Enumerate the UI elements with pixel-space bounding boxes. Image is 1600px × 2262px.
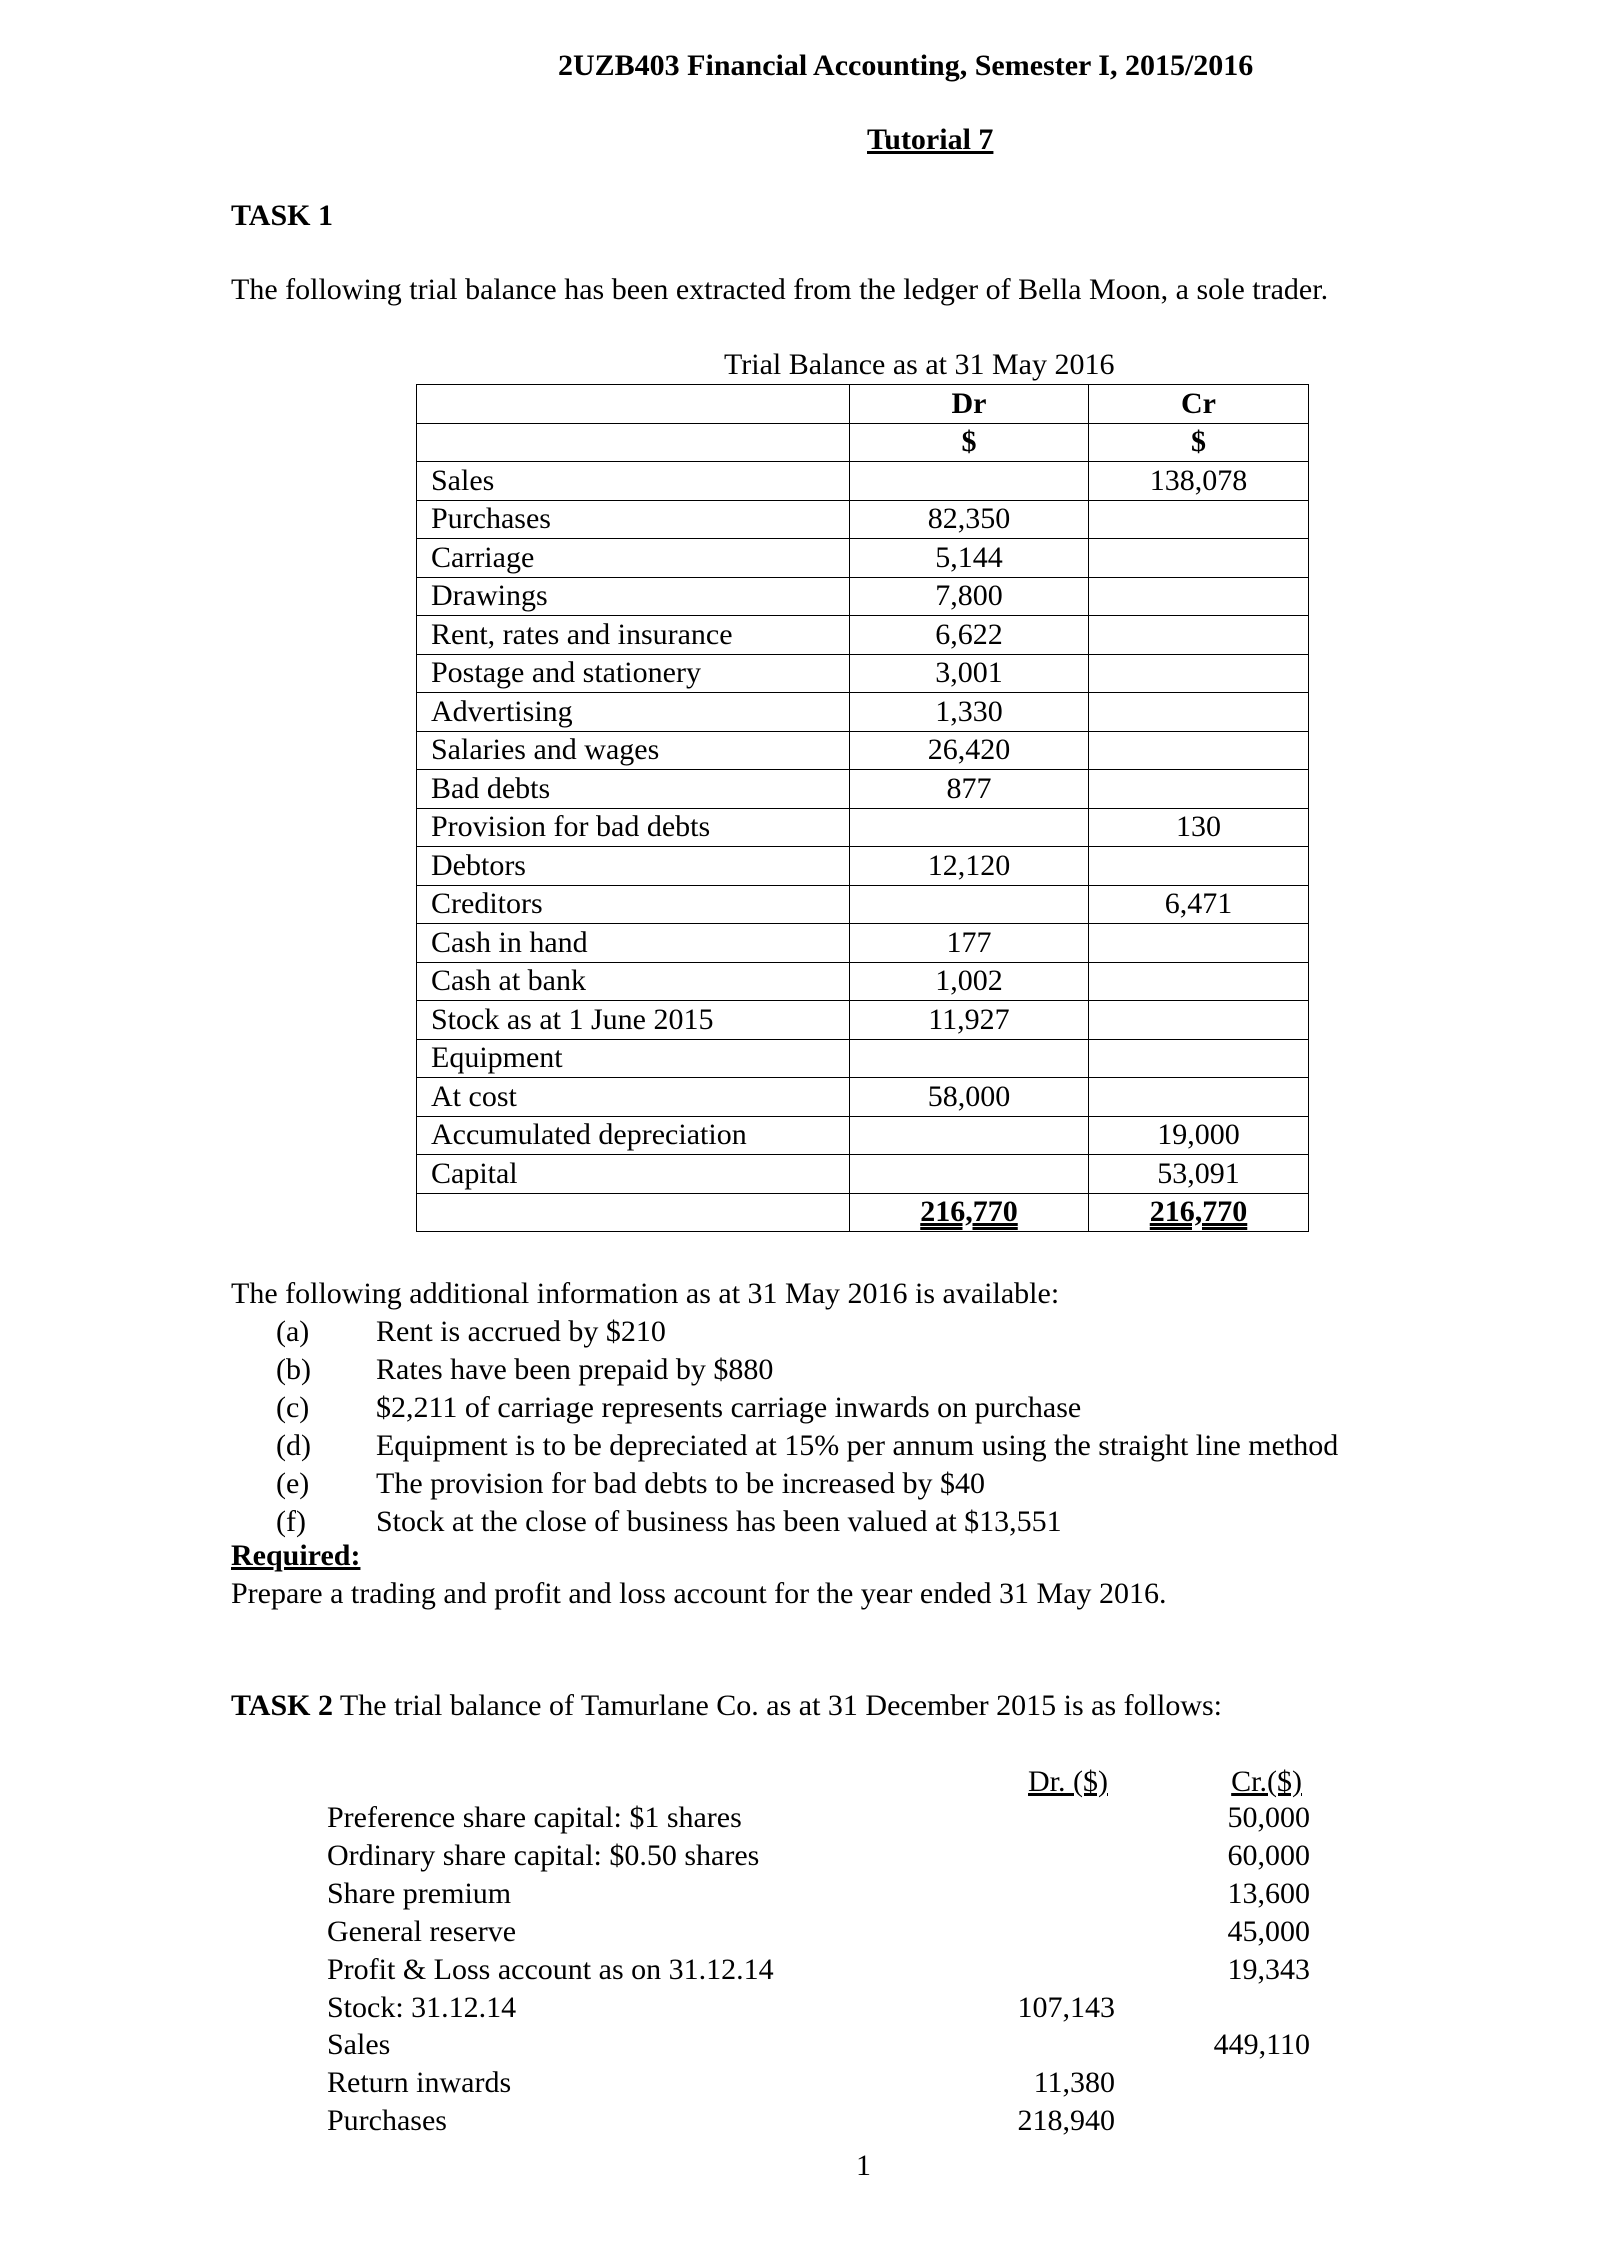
task2-row-dr: 107,143: [1017, 1990, 1115, 2024]
table-row: [417, 1155, 1309, 1194]
list-item-text: Rent is accrued by $210: [376, 1315, 666, 1348]
list-item-text: Rates have been prepaid by $880: [376, 1352, 774, 1386]
task2-row-label: Preference share capital: $1 shares: [327, 1801, 742, 1834]
page-number: 1: [856, 2149, 871, 2182]
row-dr-value: 11,927: [850, 1001, 1089, 1040]
table-row: [417, 539, 1309, 578]
list-item-letter: (f): [276, 1504, 306, 1538]
task1-intro: The following trial balance has been extracted from the ledger of Bella Moon, a sole trader.: [231, 273, 1329, 306]
row-cr-value: [1089, 577, 1309, 616]
row-label: Sales: [417, 462, 850, 501]
list-item-letter: (e): [276, 1466, 310, 1500]
table-row: [417, 577, 1309, 616]
row-dr-value: [850, 1039, 1089, 1078]
row-label: Accumulated depreciation: [417, 1116, 850, 1155]
row-label: Debtors: [417, 847, 850, 886]
row-cr-value: [1089, 693, 1309, 732]
trial-balance-table: [416, 384, 1309, 1232]
row-dr-value: [850, 808, 1089, 847]
course-title: 2UZB403 Financial Accounting, Semester I, 2015/2016: [558, 49, 1254, 82]
task2-row-label: Profit & Loss account as on 31.12.14: [327, 1952, 774, 1986]
row-cr-value: [1089, 500, 1309, 539]
task2-intro-line: [231, 1688, 1222, 1724]
task1-heading: TASK 1: [231, 199, 333, 232]
row-label: Capital: [417, 1155, 850, 1194]
row-dr-value: 877: [850, 770, 1089, 809]
row-dr-value: [850, 1155, 1089, 1194]
list-item-letter: (d): [276, 1428, 311, 1462]
row-label: Purchases: [417, 500, 850, 539]
row-cr-value: 19,000: [1089, 1116, 1309, 1155]
required-label: Required:: [231, 1539, 361, 1572]
required-text: Prepare a trading and profit and loss account for the year ended 31 May 2016.: [231, 1577, 1167, 1610]
dr-currency: $: [850, 423, 1089, 462]
row-dr-value: 26,420: [850, 731, 1089, 770]
dr-column-header: Dr: [850, 385, 1089, 424]
task2-row-label: Stock: 31.12.14: [327, 1990, 517, 2024]
list-item-letter: (b): [276, 1352, 311, 1386]
additional-info-intro: The following additional information as at 31 May 2016 is available:: [231, 1277, 1060, 1310]
header-blank-cell: [417, 385, 850, 424]
task2-row-label: Sales: [327, 2028, 391, 2062]
table-row: [417, 1078, 1309, 1117]
row-dr-value: 1,330: [850, 693, 1089, 732]
row-label: Creditors: [417, 885, 850, 924]
row-label: Postage and stationery: [417, 654, 850, 693]
currency-row: [417, 423, 1309, 462]
task2-heading: TASK 2: [231, 1689, 333, 1722]
task2-row-cr: 60,000: [1227, 1838, 1310, 1872]
row-dr-value: 5,144: [850, 539, 1089, 578]
row-dr-value: [850, 1116, 1089, 1155]
task2-row-label: Return inwards: [327, 2066, 512, 2100]
row-dr-value: [850, 462, 1089, 501]
row-dr-value: 177: [850, 924, 1089, 963]
totals-row: [417, 1193, 1309, 1232]
table-row: [417, 731, 1309, 770]
list-item-letter: (a): [276, 1315, 310, 1348]
list-item-text: Stock at the close of business has been valued at $13,551: [376, 1504, 1062, 1538]
row-cr-value: [1089, 731, 1309, 770]
list-item: [276, 1352, 773, 1388]
task2-row-label: Share premium: [327, 1876, 512, 1910]
row-label: Bad debts: [417, 770, 850, 809]
table-header-row: [417, 385, 1309, 424]
task2-row-cr: 13,600: [1227, 1876, 1310, 1910]
task2-row-cr: 449,110: [1213, 2028, 1310, 2062]
list-item-text: Equipment is to be depreciated at 15% per annum using the straight line method: [376, 1428, 1339, 1462]
totals-blank-cell: [417, 1193, 850, 1232]
table-row: [417, 462, 1309, 501]
row-cr-value: [1089, 1078, 1309, 1117]
trial-balance-title: Trial Balance as at 31 May 2016: [724, 348, 1115, 381]
row-cr-value: [1089, 616, 1309, 655]
task2-intro: The trial balance of Tamurlane Co. as at 31 December 2015 is as follows:: [332, 1689, 1222, 1722]
table-row: [417, 962, 1309, 1001]
task2-row-label: Ordinary share capital: $0.50 shares: [327, 1838, 760, 1872]
table-row: [417, 770, 1309, 809]
row-cr-value: [1089, 654, 1309, 693]
table-row: [417, 616, 1309, 655]
list-item: [276, 1466, 985, 1502]
row-dr-value: 12,120: [850, 847, 1089, 886]
task2-row-cr: 19,343: [1227, 1952, 1310, 1986]
row-label: At cost: [417, 1078, 850, 1117]
row-dr-value: 6,622: [850, 616, 1089, 655]
row-cr-value: [1089, 1001, 1309, 1040]
row-dr-value: [850, 885, 1089, 924]
row-cr-value: [1089, 1039, 1309, 1078]
row-cr-value: [1089, 539, 1309, 578]
cr-column-header: Cr: [1089, 385, 1309, 424]
row-cr-value: [1089, 770, 1309, 809]
row-dr-value: 3,001: [850, 654, 1089, 693]
table-row: [417, 500, 1309, 539]
row-label: Drawings: [417, 577, 850, 616]
row-dr-value: 58,000: [850, 1078, 1089, 1117]
table-row: [417, 1001, 1309, 1040]
row-label: Advertising: [417, 693, 850, 732]
task2-row-cr: 50,000: [1227, 1801, 1310, 1834]
row-label: Provision for bad debts: [417, 808, 850, 847]
table-row: [417, 1116, 1309, 1155]
list-item-text: $2,211 of carriage represents carriage inwards on purchase: [376, 1390, 1082, 1424]
row-label: Stock as at 1 June 2015: [417, 1001, 850, 1040]
list-item: [276, 1390, 1081, 1426]
row-cr-value: 130: [1089, 808, 1309, 847]
task2-row-cr: 45,000: [1227, 1914, 1310, 1948]
row-label: Equipment: [417, 1039, 850, 1078]
row-label: Salaries and wages: [417, 731, 850, 770]
table-row: [417, 808, 1309, 847]
tutorial-title: Tutorial 7: [867, 123, 994, 156]
task2-cr-header: Cr.($): [1231, 1765, 1302, 1798]
table-row: [417, 1039, 1309, 1078]
row-cr-value: [1089, 962, 1309, 1001]
list-item-letter: (c): [276, 1390, 310, 1424]
total-dr: 216,770: [850, 1193, 1089, 1232]
list-item: [276, 1504, 1062, 1540]
table-row: [417, 847, 1309, 886]
cr-currency: $: [1089, 423, 1309, 462]
list-item: [276, 1314, 666, 1350]
table-row: [417, 924, 1309, 963]
row-cr-value: 53,091: [1089, 1155, 1309, 1194]
row-cr-value: [1089, 924, 1309, 963]
list-item-text: The provision for bad debts to be increased by $40: [376, 1466, 986, 1500]
row-label: Rent, rates and insurance: [417, 616, 850, 655]
row-cr-value: 6,471: [1089, 885, 1309, 924]
row-label: Carriage: [417, 539, 850, 578]
row-dr-value: 7,800: [850, 577, 1089, 616]
table-row: [417, 654, 1309, 693]
row-dr-value: 1,002: [850, 962, 1089, 1001]
row-label: Cash in hand: [417, 924, 850, 963]
row-dr-value: 82,350: [850, 500, 1089, 539]
currency-blank-cell: [417, 423, 850, 462]
row-label: Cash at bank: [417, 962, 850, 1001]
table-row: [417, 885, 1309, 924]
row-cr-value: [1089, 847, 1309, 886]
task2-row-dr: 218,940: [1017, 2104, 1115, 2138]
list-item: [276, 1428, 1338, 1464]
task2-dr-header: Dr. ($): [1028, 1765, 1108, 1798]
table-row: [417, 693, 1309, 732]
task2-row-label: Purchases: [327, 2104, 447, 2138]
task2-row-dr: 11,380: [1033, 2066, 1115, 2100]
total-cr: 216,770: [1089, 1193, 1309, 1232]
task2-row-label: General reserve: [327, 1914, 517, 1948]
row-cr-value: 138,078: [1089, 462, 1309, 501]
